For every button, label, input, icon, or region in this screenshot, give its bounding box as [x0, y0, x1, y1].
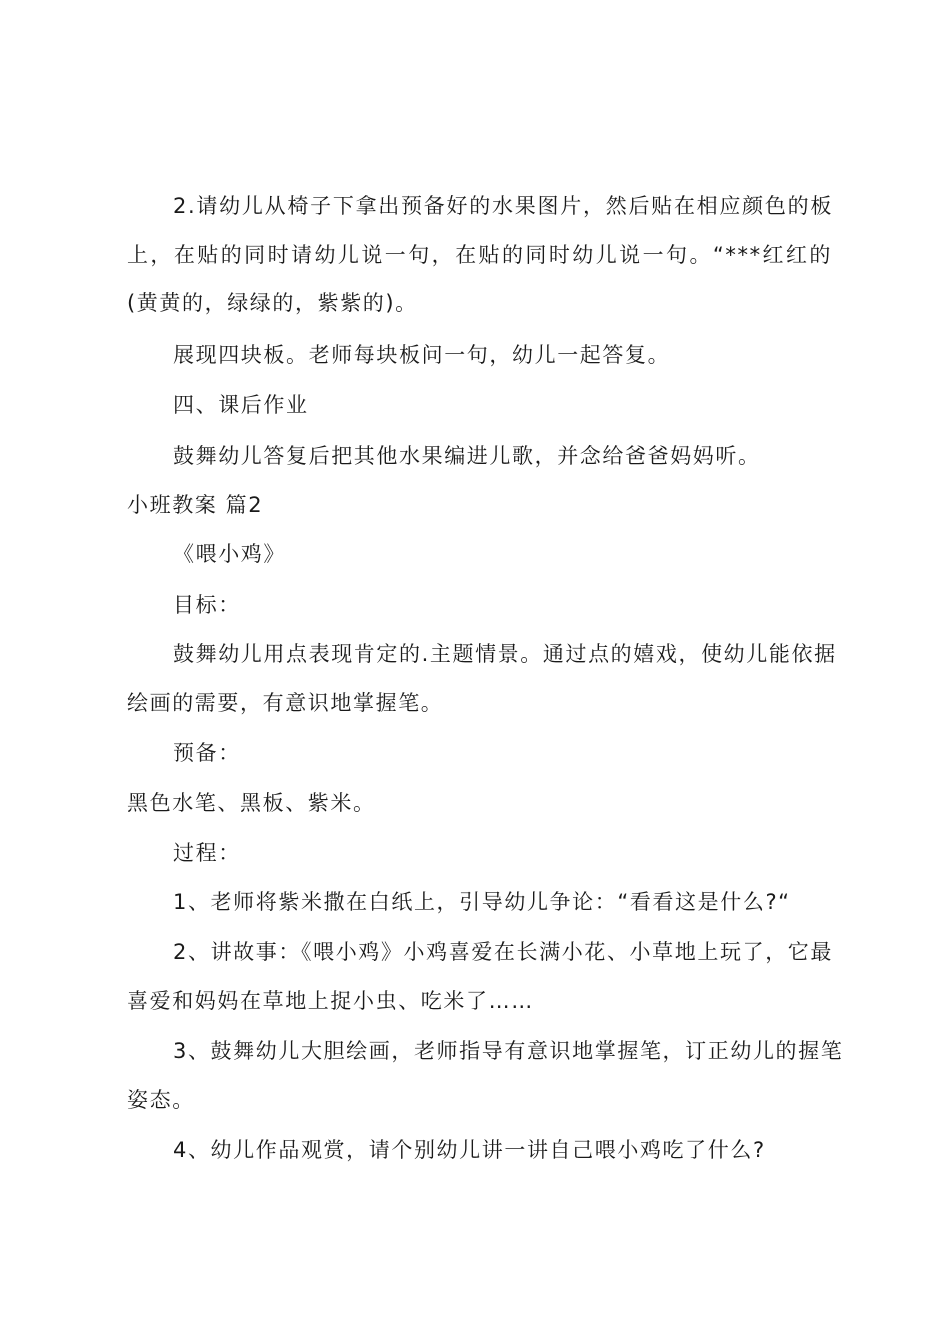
paragraph-line: 姿态。 [127, 1088, 195, 1112]
section-heading: 预备： [173, 741, 241, 765]
chapter-title: 小班教案 篇2 [127, 493, 264, 517]
lesson-title: 《喂小鸡》 [173, 542, 286, 566]
paragraph-line: 3、鼓舞幼儿大胆绘画，老师指导有意识地掌握笔，订正幼儿的握笔 [173, 1039, 844, 1063]
paragraph-line: 鼓舞幼儿用点表现肯定的.主题情景。通过点的嬉戏，使幼儿能依据 [173, 642, 837, 666]
section-heading: 过程： [173, 841, 241, 865]
paragraph-line: 上，在贴的同时请幼儿说一句，在贴的同时幼儿说一句。“***红红的 [127, 243, 832, 267]
section-heading: 目标： [173, 593, 241, 617]
paragraph-line: 1、老师将紫米撒在白纸上，引导幼儿争论：“看看这是什么?“ [173, 890, 791, 914]
paragraph-line: 黑色水笔、黑板、紫米。 [127, 791, 376, 815]
paragraph-line: 展现四块板。老师每块板问一句，幼儿一起答复。 [173, 343, 671, 367]
paragraph-line: 2.请幼儿从椅子下拿出预备好的水果图片，然后贴在相应颜色的板 [173, 194, 833, 218]
section-heading: 四、课后作业 [173, 393, 309, 417]
paragraph-line: 绘画的需要，有意识地掌握笔。 [127, 691, 444, 715]
paragraph-line: (黄黄的，绿绿的，紫紫的)。 [127, 291, 418, 315]
paragraph-line: 4、幼儿作品观赏，请个别幼儿讲一讲自己喂小鸡吃了什么? [173, 1138, 766, 1162]
paragraph-line: 2、讲故事：《喂小鸡》小鸡喜爱在长满小花、小草地上玩了，它最 [173, 940, 833, 964]
paragraph-line: 喜爱和妈妈在草地上捉小虫、吃米了…… [127, 989, 534, 1013]
paragraph-line: 鼓舞幼儿答复后把其他水果编进儿歌，并念给爸爸妈妈听。 [173, 444, 761, 468]
